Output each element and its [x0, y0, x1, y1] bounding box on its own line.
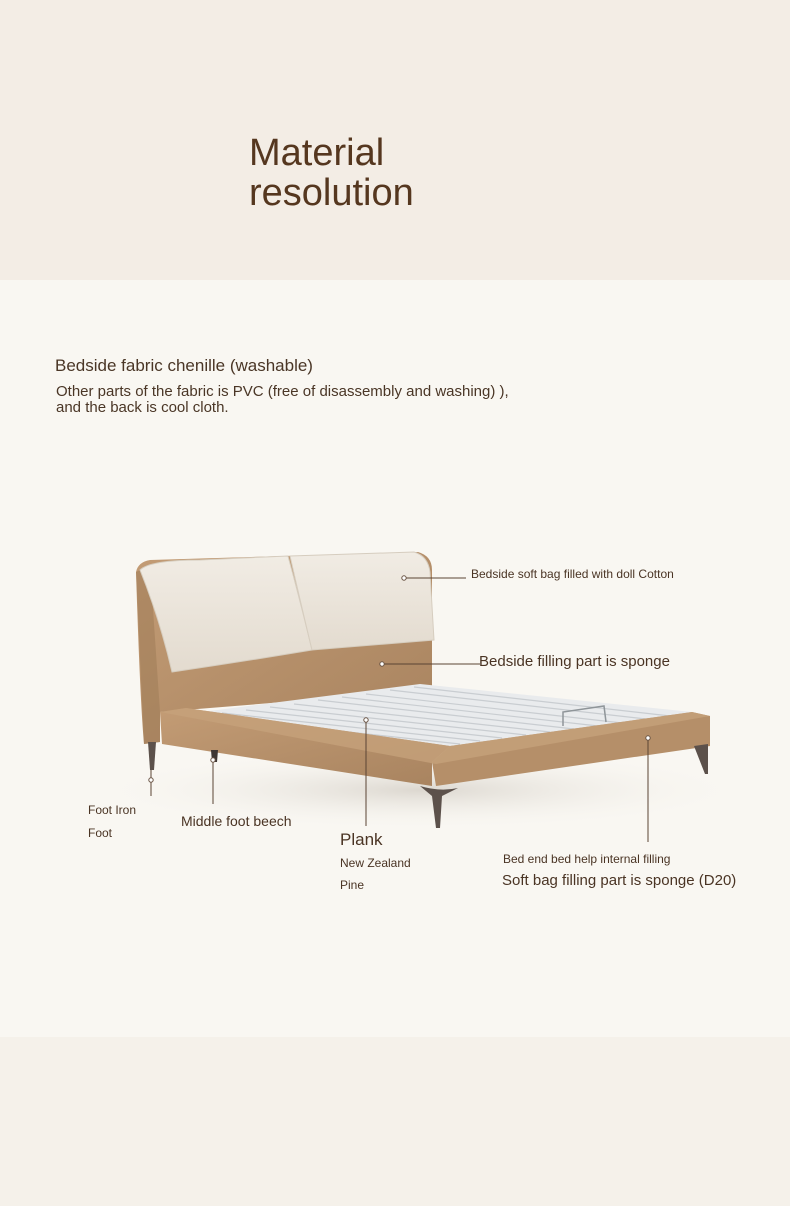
label-bed-end: Bed end bed help internal filling [503, 852, 671, 866]
label-plank: Plank [340, 830, 383, 849]
label-plank-sub2: Pine [340, 878, 365, 892]
label-middle-foot: Middle foot beech [181, 813, 292, 829]
label-plank-sub1: New Zealand [340, 856, 411, 870]
description-line-1: Other parts of the fabric is PVC (free of disassembly and washing) ), [56, 383, 509, 400]
label-foot: Foot [88, 826, 113, 840]
description-line-2: and the back is cool cloth. [56, 399, 229, 416]
label-soft-bag: Bedside soft bag filled with doll Cotton [471, 567, 674, 581]
label-foot-iron: Foot Iron [88, 803, 137, 817]
label-soft-bag-sponge: Soft bag filling part is sponge (D20) [502, 872, 737, 889]
title-line-1: Material [249, 132, 385, 174]
title-line-2: resolution [249, 172, 414, 214]
fabric-subtitle: Bedside fabric chenille (washable) [55, 356, 313, 375]
label-filling: Bedside filling part is sponge [479, 653, 670, 670]
leg-left-back [148, 742, 156, 770]
right-cushion [290, 552, 434, 650]
